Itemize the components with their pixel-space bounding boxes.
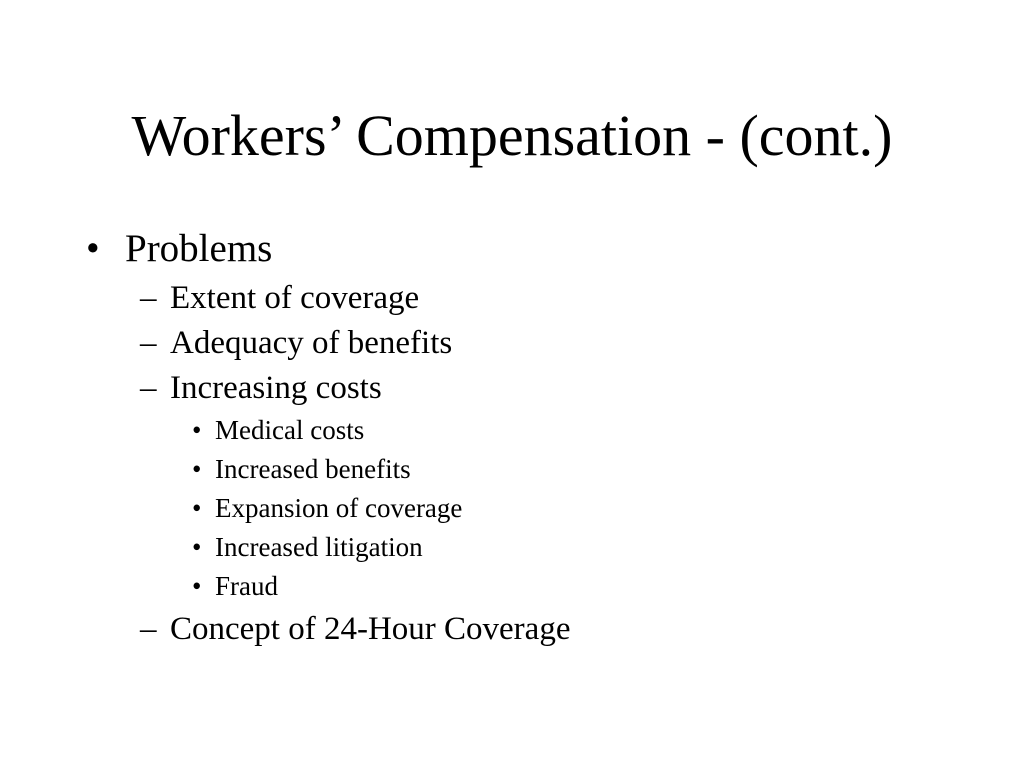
bullet-marker: • [192, 532, 202, 562]
sub-bullet-24-hour-coverage: Concept of 24-Hour Coverage [170, 611, 571, 647]
sub-bullet-extent-of-coverage: Extent of coverage [170, 280, 420, 316]
sub-bullet-adequacy-of-benefits: Adequacy of benefits [170, 325, 453, 361]
dash-marker: – [140, 611, 157, 647]
sub-sub-bullet-fraud: Fraud [215, 571, 278, 601]
sub-sub-bullet-increased-litigation: Increased litigation [215, 532, 423, 562]
dash-marker: – [140, 325, 157, 361]
sub-bullet-increasing-costs: Increasing costs [170, 370, 382, 406]
bullet-marker: • [192, 571, 202, 601]
slide-title: Workers’ Compensation - (cont.) [131, 103, 893, 168]
dash-marker: – [140, 370, 157, 406]
bullet-problems: Problems [125, 227, 273, 270]
sub-sub-bullet-medical-costs: Medical costs [215, 415, 365, 445]
bullet-marker: • [192, 415, 202, 445]
sub-sub-bullet-expansion-of-coverage: Expansion of coverage [215, 493, 463, 523]
bullet-marker: • [192, 493, 202, 523]
bullet-marker: • [192, 454, 202, 484]
bullet-marker: • [86, 227, 100, 270]
sub-sub-bullet-increased-benefits: Increased benefits [215, 454, 411, 484]
dash-marker: – [140, 280, 157, 316]
